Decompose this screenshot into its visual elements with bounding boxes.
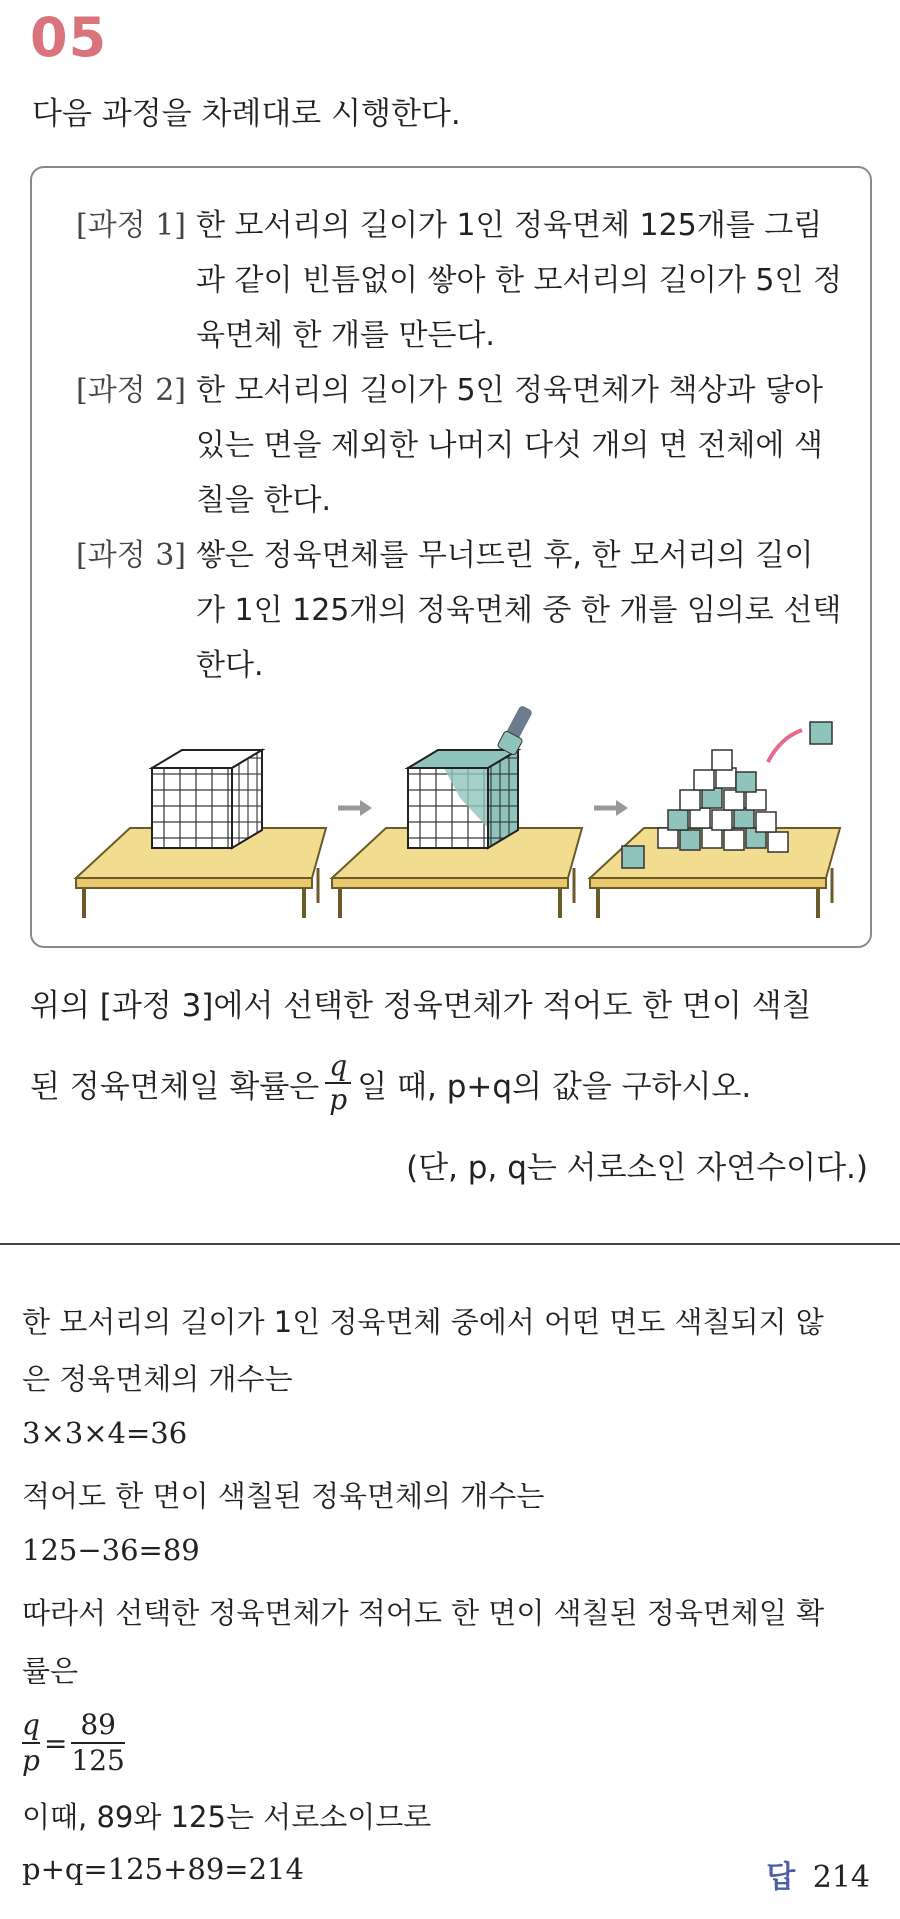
solution-fraction-equation	[22, 1708, 125, 1778]
problem-number: 05	[30, 6, 108, 69]
answer-value: 214	[812, 1860, 870, 1895]
procedure-box	[30, 166, 872, 948]
fraction-numerator: 89	[80, 1708, 116, 1741]
solution-fraction-left	[22, 1708, 40, 1778]
fraction-denominator: p	[329, 1083, 348, 1116]
arrow-right-icon	[594, 800, 628, 816]
solution-line-9: 이때, 89와 125는 서로소이므로	[22, 1800, 432, 1834]
selection-arrow-icon	[768, 730, 802, 762]
painted-cube	[408, 705, 533, 848]
paint-brush-icon	[497, 705, 533, 756]
fraction-numerator: q	[22, 1708, 40, 1741]
solution-line-6: 따라서 선택한 정육면체가 적어도 한 면이 색칠된 정육면체일 확	[22, 1596, 825, 1630]
problem-intro: 다음 과정을 차례대로 시행한다.	[32, 96, 461, 132]
fraction-denominator: 125	[71, 1744, 125, 1777]
solution-line-5: 125−36=89	[22, 1533, 200, 1567]
solution-line-4: 적어도 한 면이 색칠된 정육면체의 개수는	[22, 1479, 545, 1513]
solution-line-3: 3×3×4=36	[22, 1416, 188, 1450]
fraction-denominator: p	[22, 1744, 40, 1777]
fraction-numerator: q	[329, 1049, 348, 1082]
stacked-cube	[152, 750, 262, 848]
procedure-illustration	[68, 678, 848, 938]
solution-line-2: 은 정육면체의 개수는	[22, 1362, 293, 1396]
solution-fraction-right	[71, 1708, 124, 1778]
section-divider	[0, 1243, 900, 1245]
step-3-text: 쌓은 정육면체를 무너뜨린 후, 한 모서리의 길이가 1인 125개의 정육면체 중 한 개를 임의로 선택한다.	[196, 538, 842, 683]
step-2-label: [과정 2]	[76, 373, 186, 408]
step-1-text: 한 모서리의 길이가 1인 정육면체 125개를 그림과 같이 빈틈없이 쌓아 한 모서리의 길이가 5인 정육면체 한 개를 만든다.	[196, 208, 842, 353]
question-line-1: 위의 [과정 3]에서 선택한 정육면체가 적어도 한 면이 색칠	[30, 988, 812, 1024]
step-2-text: 한 모서리의 길이가 5인 정육면체가 책상과 닿아 있는 면을 제외한 나머지 다섯 개의 면 전체에 색칠을 한다.	[196, 373, 823, 518]
equals-sign: =	[43, 1726, 68, 1760]
arrow-right-icon	[338, 800, 372, 816]
question-condition: (단, p, q는 서로소인 자연수이다.)	[406, 1150, 868, 1186]
solution-line-10: p+q=125+89=214	[22, 1852, 304, 1886]
answer	[766, 1852, 870, 1896]
question-line-2-after: 일 때, p+q의 값을 구하시오.	[357, 1068, 752, 1105]
solution-line-1: 한 모서리의 길이가 1인 정육면체 중에서 어떤 면도 색칠되지 않	[22, 1305, 824, 1339]
question-fraction	[325, 1050, 351, 1116]
question-line-2-before: 된 정육면체일 확률은	[30, 1068, 320, 1105]
step-3-label: [과정 3]	[76, 538, 186, 573]
answer-label: 답	[766, 1860, 796, 1895]
solution-line-7: 률은	[22, 1654, 79, 1688]
step-1-label: [과정 1]	[76, 208, 186, 243]
question-line-2	[30, 1050, 751, 1116]
